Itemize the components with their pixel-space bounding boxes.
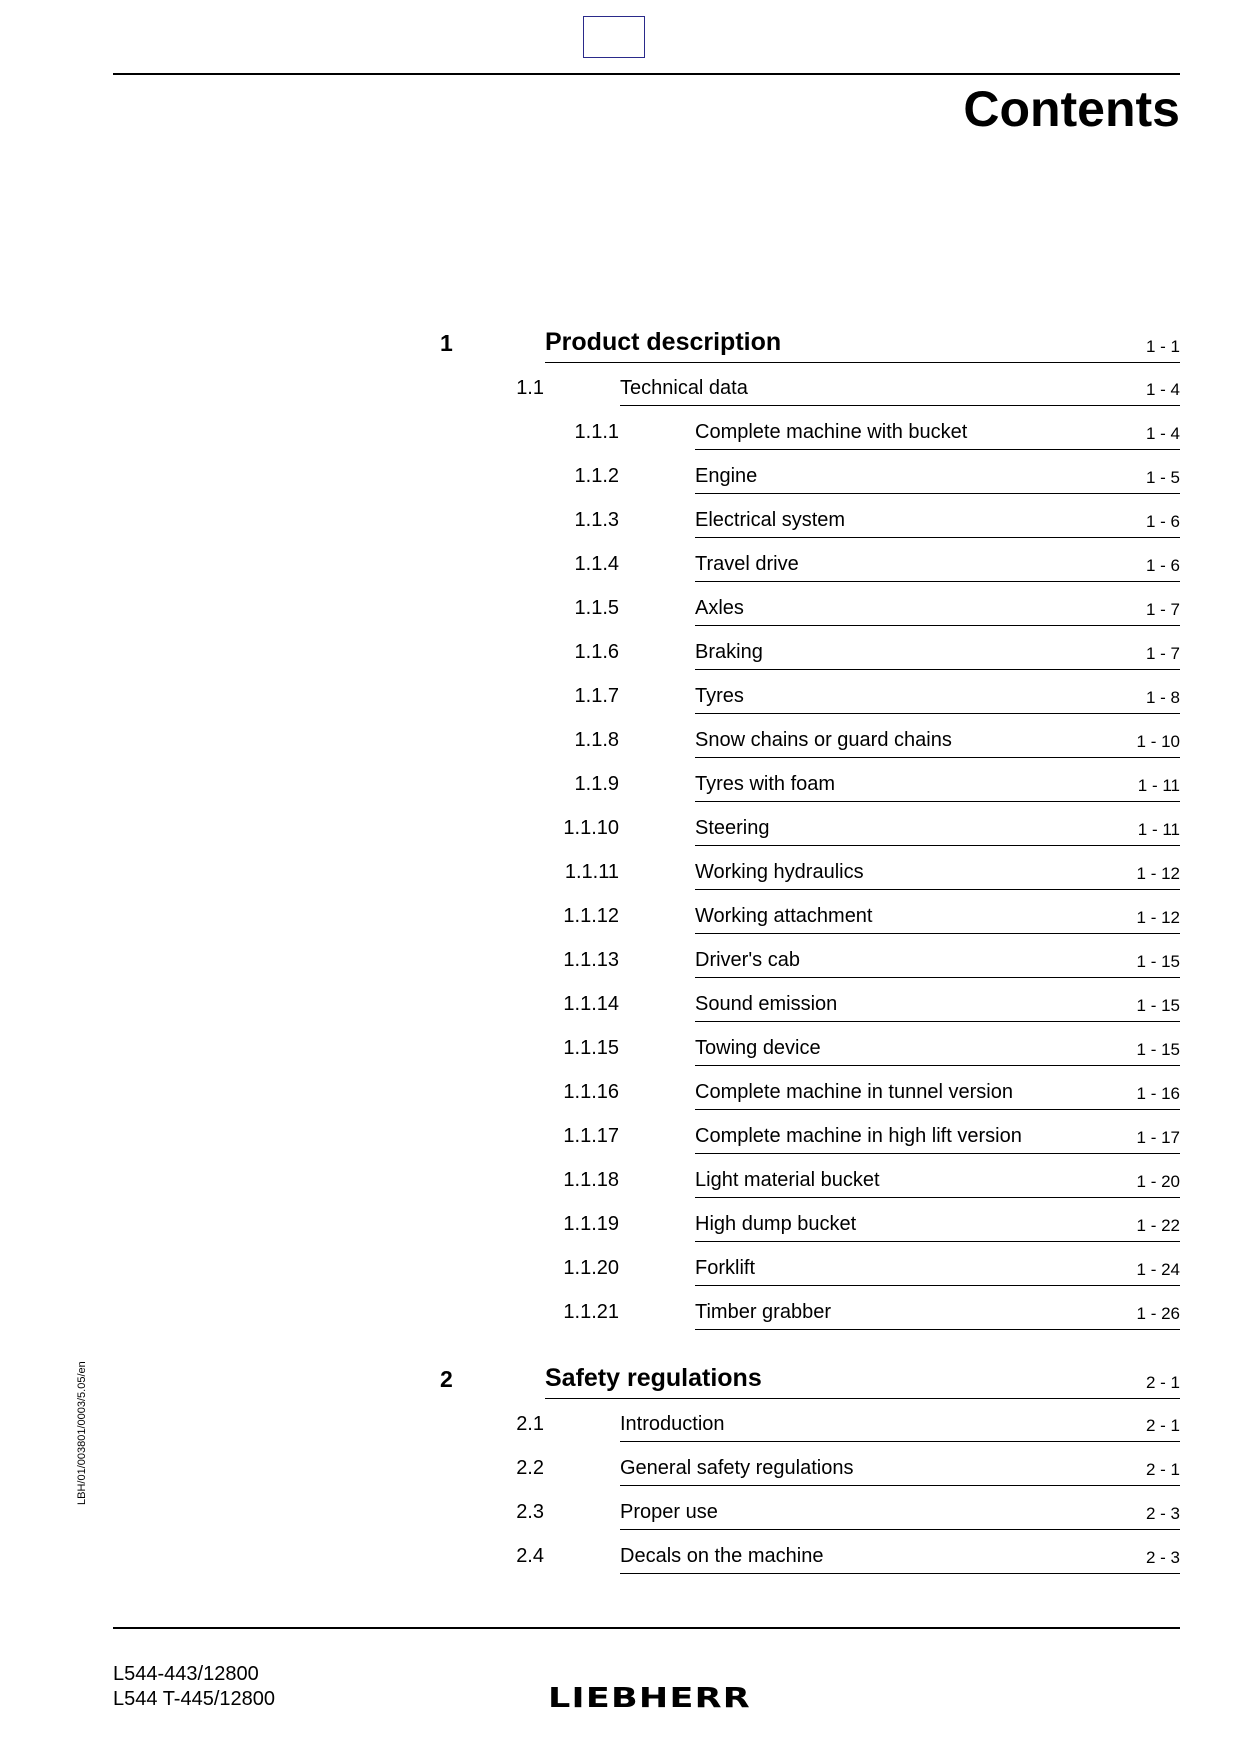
toc-entry-title[interactable]: Complete machine with bucket [695, 421, 968, 443]
toc-entry-number: 1.1.9 [574, 773, 619, 795]
toc-entry-page[interactable]: 1 - 7 [1145, 600, 1180, 619]
toc-entry-number: 1.1.19 [563, 1213, 619, 1235]
liebherr-logo: LIEBHERR [548, 1681, 752, 1714]
footer-model-line: L544-443/12800 [113, 1663, 259, 1685]
toc-entry-underline [695, 1120, 1180, 1154]
toc-entry-page[interactable]: 1 - 4 [1145, 424, 1180, 443]
toc-entry-number: 1.1.10 [563, 817, 619, 839]
toc-entry-underline [695, 636, 1180, 670]
toc-entry-underline [695, 416, 1180, 450]
toc-entry-page[interactable]: 2 - 3 [1145, 1504, 1180, 1523]
toc-entry-underline [695, 988, 1180, 1022]
toc-entry-underline [695, 1296, 1180, 1330]
toc-entry-number: 1.1.8 [574, 729, 619, 751]
toc-entry-page[interactable]: 1 - 1 [1145, 337, 1180, 356]
toc-entry-number: 1.1.5 [574, 597, 619, 619]
toc-entry-page[interactable]: 1 - 17 [1136, 1128, 1180, 1147]
toc-entry-page[interactable]: 2 - 1 [1145, 1373, 1180, 1392]
toc-entry-number: 2.2 [516, 1457, 544, 1479]
toc-entry-page[interactable]: 1 - 8 [1145, 688, 1180, 707]
toc-entry-underline [545, 1364, 1180, 1399]
toc-entry-number: 2 [440, 1366, 453, 1392]
toc-entry-page[interactable]: 1 - 12 [1136, 864, 1180, 883]
toc-entry-page[interactable]: 2 - 3 [1145, 1548, 1180, 1567]
toc-entry-title[interactable]: Towing device [695, 1037, 821, 1059]
toc-entry-page[interactable]: 2 - 1 [1145, 1460, 1180, 1479]
toc-entry-underline [695, 900, 1180, 934]
toc-entry-underline [620, 1540, 1180, 1574]
toc-entry-underline [620, 372, 1180, 406]
toc-entry-number: 1.1.4 [574, 553, 619, 575]
toc-entry-underline [695, 592, 1180, 626]
toc-entry-page[interactable]: 1 - 10 [1136, 732, 1180, 751]
toc-entry-number: 1.1.15 [563, 1037, 619, 1059]
toc-entry-title[interactable]: General safety regulations [620, 1457, 854, 1479]
toc-entry-page[interactable]: 1 - 15 [1136, 1040, 1180, 1059]
toc-entry-number: 1.1.7 [574, 685, 619, 707]
toc-entry-page[interactable]: 1 - 12 [1136, 908, 1180, 927]
toc-entry-title[interactable]: Complete machine in tunnel version [695, 1081, 1013, 1103]
toc-entry-underline [545, 328, 1180, 363]
toc-entry-title[interactable]: Electrical system [695, 509, 846, 531]
toc-entry-number: 1.1.3 [574, 509, 619, 531]
toc-entry-number: 2.4 [516, 1545, 544, 1567]
toc-entry-title[interactable]: Forklift [695, 1257, 755, 1279]
toc-entry-page[interactable]: 1 - 5 [1145, 468, 1180, 487]
toc-entry-title[interactable]: Snow chains or guard chains [695, 729, 952, 751]
toc-entry-title[interactable]: Steering [695, 817, 770, 839]
toc-entry-title[interactable]: Sound emission [695, 993, 838, 1015]
toc-entry-title[interactable]: High dump bucket [695, 1213, 857, 1235]
toc-entry-underline [695, 1164, 1180, 1198]
toc-entry-underline [695, 944, 1180, 978]
toc-entry-page[interactable]: 1 - 7 [1145, 644, 1180, 663]
toc-entry-title[interactable]: Decals on the machine [620, 1545, 824, 1567]
toc-entry-number: 2.1 [516, 1413, 544, 1435]
toc-entry-title[interactable]: Safety regulations [545, 1364, 762, 1392]
toc-entry-underline [695, 1076, 1180, 1110]
toc-entry-number: 2.3 [516, 1501, 544, 1523]
toc-entry-page[interactable]: 1 - 20 [1136, 1172, 1180, 1191]
toc-entry-underline [695, 1252, 1180, 1286]
toc-entry-number: 1.1.17 [563, 1125, 619, 1147]
toc-entry-number: 1.1.12 [563, 905, 619, 927]
toc-entry-number: 1.1.13 [563, 949, 619, 971]
toc-entry-page[interactable]: 1 - 16 [1136, 1084, 1180, 1103]
toc-entry-title[interactable]: Product description [545, 328, 782, 356]
toc-entry-page[interactable]: 1 - 15 [1136, 952, 1180, 971]
toc-entry-title[interactable]: Technical data [620, 377, 748, 399]
toc-entry-number: 1.1.16 [563, 1081, 619, 1103]
toc-entry-number: 1.1.20 [563, 1257, 619, 1279]
toc-entry-underline [620, 1408, 1180, 1442]
toc-entry-number: 1.1.14 [563, 993, 619, 1015]
header-box [583, 16, 645, 58]
toc-entry-title[interactable]: Engine [695, 465, 758, 487]
toc-entry-title[interactable]: Introduction [620, 1413, 725, 1435]
toc-entry-title[interactable]: Tyres [695, 685, 744, 707]
toc-entry-page[interactable]: 1 - 15 [1136, 996, 1180, 1015]
toc-entry-underline [695, 460, 1180, 494]
toc-entry-underline [695, 1032, 1180, 1066]
toc-entry-number: 1.1.1 [574, 421, 619, 443]
toc-entry-number: 1.1.2 [574, 465, 619, 487]
toc-entry-underline [695, 812, 1180, 846]
toc-entry-underline [695, 768, 1180, 802]
toc-entry-number: 1.1.18 [563, 1169, 619, 1191]
toc-entry-underline [695, 724, 1180, 758]
toc-entry-title[interactable]: Axles [695, 597, 744, 619]
toc-entry-underline [695, 548, 1180, 582]
toc-entry-title[interactable]: Working attachment [695, 905, 873, 927]
toc-entry-title[interactable]: Proper use [620, 1501, 718, 1523]
toc-entry-page[interactable]: 1 - 11 [1137, 820, 1180, 839]
toc-entry-underline [620, 1452, 1180, 1486]
toc-entry-title[interactable]: Travel drive [695, 553, 799, 575]
toc-entry-underline [620, 1496, 1180, 1530]
toc-entry-underline [695, 1208, 1180, 1242]
toc-entry-page[interactable]: 1 - 22 [1136, 1216, 1180, 1235]
toc-entry-page[interactable]: 1 - 6 [1145, 556, 1180, 575]
toc-entry-underline [695, 856, 1180, 890]
toc-entry-page[interactable]: 2 - 1 [1145, 1416, 1180, 1435]
toc-entry-page[interactable]: 1 - 4 [1145, 380, 1180, 399]
toc-entry-title[interactable]: Light material bucket [695, 1169, 880, 1191]
toc-entry-page[interactable]: 1 - 6 [1145, 512, 1180, 531]
toc-entry-underline [695, 680, 1180, 714]
toc-entry-title[interactable]: Timber grabber [695, 1301, 831, 1323]
footer-model-line: L544 T-445/12800 [113, 1688, 276, 1710]
toc-entry-number: 1.1 [516, 377, 544, 399]
page-title: Contents [963, 81, 1180, 137]
toc-entry-page[interactable]: 1 - 24 [1136, 1260, 1180, 1279]
toc-entry-title[interactable]: Complete machine in high lift version [695, 1125, 1022, 1147]
toc-entry-number: 1.1.21 [563, 1301, 619, 1323]
toc-entry-number: 1.1.6 [574, 641, 619, 663]
toc-entry-number: 1 [440, 330, 453, 356]
toc-entry-page[interactable]: 1 - 11 [1137, 776, 1180, 795]
toc-entry-number: 1.1.11 [564, 861, 619, 883]
document-code: LBH/01/003801/0003/5.05/en [76, 1361, 88, 1505]
toc-entry-title[interactable]: Tyres with foam [695, 773, 836, 795]
header-rule [113, 73, 1180, 75]
toc-entry-page[interactable]: 1 - 26 [1136, 1304, 1180, 1323]
toc-entry-title[interactable]: Braking [695, 641, 763, 663]
toc-entry-title[interactable]: Working hydraulics [695, 861, 864, 883]
footer-rule [113, 1627, 1180, 1629]
toc-entry-title[interactable]: Driver's cab [695, 949, 800, 971]
toc-entry-underline [695, 504, 1180, 538]
